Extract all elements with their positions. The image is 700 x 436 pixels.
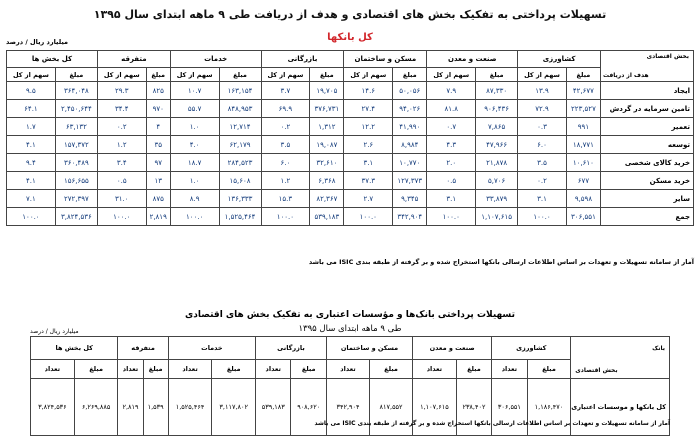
amount-cell: ۲۱,۸۷۸ (476, 154, 518, 172)
share-cell: ۸۱.۸ (427, 100, 476, 118)
amount-cell: ۳۶۴,۰۴۸ (55, 82, 97, 100)
amount-cell: ۱۶۳,۱۵۴ (219, 82, 261, 100)
amount-col-header: مبلغ (74, 360, 118, 379)
amount-col-header: مبلغ (370, 360, 413, 379)
amount-col-header: مبلغ (393, 68, 427, 82)
amount-cell: ۲۳۸,۴۰۲ (456, 379, 491, 436)
amount-cell: ۴ (146, 118, 170, 136)
amount-cell: ۱,۱۸۶,۴۷۰ (527, 379, 571, 436)
share-cell: ۱۰۰.۰ (518, 208, 567, 226)
share-cell: ۱۸.۷ (170, 154, 219, 172)
row-label: ایجاد (601, 82, 694, 100)
share-cell: ۵۵.۷ (170, 100, 219, 118)
amount-cell: ۸۲,۳۶۷ (310, 190, 344, 208)
count-cell: ۲,۸۱۹ (118, 379, 143, 436)
sector-header: بازرگانی (261, 51, 344, 68)
amount-cell: ۸۷۵ (146, 190, 170, 208)
report-subtitle: کل بانکها (327, 32, 373, 43)
amount-cell: ۴۲,۶۷۷ (566, 82, 600, 100)
share-cell: ۶۹.۹ (261, 100, 310, 118)
table-row (7, 208, 694, 226)
amount-cell: ۹۰۸,۶۲۰ (291, 379, 326, 436)
count-col-header: تعداد (168, 360, 212, 379)
share-cell: ۲۷.۴ (344, 100, 393, 118)
amount-cell: ۱۵,۶۰۸ (219, 172, 261, 190)
amount-cell: ۲۸۴,۵۲۳ (219, 154, 261, 172)
amount-cell: ۱۵۷,۳۷۲ (55, 136, 97, 154)
share-cell: ۸.۹ (170, 190, 219, 208)
share-cell: ۲.۶ (344, 136, 393, 154)
amount-cell: ۱۹,۷۰۵ (310, 82, 344, 100)
corner2-header (571, 337, 670, 379)
share-cell: ۳.۵ (261, 136, 310, 154)
sector-header: بازرگانی (256, 337, 327, 360)
amount-cell: ۱۳ (146, 172, 170, 190)
amount-cell: ۸,۹۸۴ (393, 136, 427, 154)
row-label: توسعه (601, 136, 694, 154)
amount-cell: ۵,۷۰۶ (476, 172, 518, 190)
count-cell: ۳,۸۲۴,۵۳۶ (31, 379, 75, 436)
row-label: سایر (601, 190, 694, 208)
share-cell: ۹.۵ (7, 82, 56, 100)
share-cell: ۱۰۰.۰ (261, 208, 310, 226)
sector-header: صنعت و معدن (427, 51, 518, 68)
table-row (7, 100, 694, 118)
share-cell: ۱.۲ (97, 136, 146, 154)
amount-cell: ۹۷ (146, 154, 170, 172)
amount-cell: ۳۲,۶۱۰ (310, 154, 344, 172)
amount-cell: ۷,۸۶۵ (476, 118, 518, 136)
amount-cell: ۶۷۷ (566, 172, 600, 190)
source-note: آمار از سامانه تسهیلات و تعهدات بر اساس اطلاعات ارسالی بانکها استخراج شده و بر گرفته از طبقه بندی ISIC می باشد (308, 258, 694, 266)
share-cell: ۴.۰ (170, 136, 219, 154)
share-col-header: سهم از کل (170, 68, 219, 82)
share-cell: ۰.۳ (518, 118, 567, 136)
share-cell: ۱۵.۳ (261, 190, 310, 208)
amount-col-header: مبلغ (219, 68, 261, 82)
share-cell: ۰.۵ (97, 172, 146, 190)
share-cell: ۳۷.۳ (344, 172, 393, 190)
share-cell: ۱.۷ (7, 118, 56, 136)
share-cell: ۳.۱ (344, 154, 393, 172)
share-cell: ۱.۲ (261, 172, 310, 190)
share-cell: ۱.۰ (170, 172, 219, 190)
report2-title: تسهیلات پرداختی بانک‌ها و مؤسسات اعتباری به تفکیک بخش های اقتصادی (185, 310, 515, 320)
table-row (7, 154, 694, 172)
count-col-header: تعداد (31, 360, 75, 379)
amount-cell: ۱۸,۷۷۱ (566, 136, 600, 154)
amount-cell: ۸۲۵ (146, 82, 170, 100)
row-label: خرید کالای شخصی (601, 154, 694, 172)
amount-cell: ۸۴۸,۹۵۳ (219, 100, 261, 118)
share-col-header: سهم از کل (97, 68, 146, 82)
amount-cell: ۳۳,۸۷۹ (476, 190, 518, 208)
amount-cell: ۱۵۶,۶۵۵ (55, 172, 97, 190)
table-row (7, 136, 694, 154)
share-cell: ۰.۵ (427, 172, 476, 190)
share-cell: ۴.۱ (7, 136, 56, 154)
amount-col-header: مبلغ (476, 68, 518, 82)
share-cell: ۶.۰ (518, 136, 567, 154)
amount-cell: ۱۹,۰۸۷ (310, 136, 344, 154)
report2-subtitle: طی ۹ ماهه ابتدای سال ۱۳۹۵ (298, 324, 402, 334)
amount-cell: ۸۷,۳۳۰ (476, 82, 518, 100)
amount-cell: ۶,۲۶۹,۸۸۵ (74, 379, 118, 436)
share-cell: ۱۲.۲ (344, 118, 393, 136)
amount-cell: ۵۳۹,۱۸۳ (310, 208, 344, 226)
amount-cell: ۱۰,۶۱۰ (566, 154, 600, 172)
share-cell: ۰.۲ (97, 118, 146, 136)
amount-cell: ۹۴,۰۲۶ (393, 100, 427, 118)
amount-col-header: مبلغ (212, 360, 256, 379)
source-note-2: آمار از سامانه تسهیلات و تعهدات بر اساس اطلاعات ارسالی بانکها استخراج شده و بر گرفته از طبقه بندی ISIC می باشد (314, 420, 670, 427)
share-cell: ۰.۲ (518, 172, 567, 190)
row-label: خرید مسکن (601, 172, 694, 190)
sector-header: متفرقه (97, 51, 170, 68)
corner-bottom-label: هدف از دریافت (603, 72, 649, 79)
corner-top-label: بخش اقتصادی (646, 53, 689, 60)
share-cell: ۶۴.۱ (7, 100, 56, 118)
sector-header: کشاورزی (492, 337, 571, 360)
sector-header: مسکن و ساختمان (344, 51, 427, 68)
share-cell: ۹.۴ (7, 154, 56, 172)
amount-cell: ۳,۱۱۷,۸۰۲ (212, 379, 256, 436)
share-cell: ۳.۱ (518, 190, 567, 208)
share-cell: ۳.۵ (518, 154, 567, 172)
share-cell: ۱۰۰.۰ (97, 208, 146, 226)
share-cell: ۳.۴ (97, 154, 146, 172)
amount-cell: ۱۳۶,۳۳۳ (219, 190, 261, 208)
count-cell: ۳۰۶,۵۵۱ (492, 379, 527, 436)
amount-col-header: مبلغ (55, 68, 97, 82)
sector-header: خدمات (170, 51, 261, 68)
amount-cell: ۱,۱۰۷,۶۱۵ (476, 208, 518, 226)
share-cell: ۰.۷ (427, 118, 476, 136)
amount-cell: ۳۴۲,۹۰۴ (393, 208, 427, 226)
count-col-header: تعداد (492, 360, 527, 379)
share-cell: ۱۳.۹ (518, 82, 567, 100)
share-cell: ۳.۱ (427, 190, 476, 208)
share-cell: ۷۲.۹ (518, 100, 567, 118)
amount-cell: ۱۲۷,۳۷۳ (393, 172, 427, 190)
amount-cell: ۸۱۷,۵۵۲ (370, 379, 413, 436)
share-cell: ۳۴.۴ (97, 100, 146, 118)
row-label: کل بانکها و موسسات اعتباری (571, 379, 670, 436)
sector-header: خدمات (168, 337, 255, 360)
row-label: جمع (601, 208, 694, 226)
amount-col-header: مبلغ (146, 68, 170, 82)
amount-cell: ۶,۳۶۸ (310, 172, 344, 190)
table-row (7, 190, 694, 208)
corner2-bottom-label: بانک (652, 345, 665, 352)
count-cell: ۵۳۹,۱۸۳ (256, 379, 291, 436)
amount-cell: ۳,۸۲۴,۵۳۶ (55, 208, 97, 226)
sector-header: کشاورزی (518, 51, 601, 68)
corner2-top-label: بخش اقتصادی (575, 367, 618, 374)
amount-cell: ۳۷۶,۷۳۱ (310, 100, 344, 118)
amount-cell: ۲,۸۱۹ (146, 208, 170, 226)
corner-header (601, 51, 694, 82)
share-col-header: سهم از کل (261, 68, 310, 82)
amount-col-header: مبلغ (566, 68, 600, 82)
amount-cell: ۲۷۲,۳۹۷ (55, 190, 97, 208)
share-col-header: سهم از کل (344, 68, 393, 82)
sector-purpose-table (6, 50, 694, 226)
count-col-header: تعداد (118, 360, 143, 379)
row-label: تعمیر (601, 118, 694, 136)
share-cell: ۲۹.۳ (97, 82, 146, 100)
amount-col-header: مبلغ (291, 360, 326, 379)
sector-header: متفرقه (118, 337, 168, 360)
share-cell: ۱۰۰.۰ (427, 208, 476, 226)
amount-col-header: مبلغ (456, 360, 491, 379)
share-cell: ۰.۲ (261, 118, 310, 136)
share-col-header: سهم از کل (427, 68, 476, 82)
share-cell: ۱۴.۶ (344, 82, 393, 100)
count-cell: ۱,۵۲۵,۴۶۴ (168, 379, 212, 436)
amount-cell: ۹,۳۴۵ (393, 190, 427, 208)
share-cell: ۴.۳ (427, 136, 476, 154)
share-cell: ۱.۰ (170, 118, 219, 136)
unit2-label: میلیارد ریال / درصد (30, 328, 79, 335)
count-cell: ۱,۱۰۷,۶۱۵ (413, 379, 457, 436)
amount-col-header: مبلغ (143, 360, 168, 379)
amount-cell: ۹۹۱ (566, 118, 600, 136)
share-col-header: سهم از کل (7, 68, 56, 82)
amount-cell: ۴۷,۹۶۶ (476, 136, 518, 154)
share-cell: ۱۰.۷ (170, 82, 219, 100)
count-cell: ۳۴۲,۹۰۴ (326, 379, 369, 436)
share-cell: ۲.۷ (344, 190, 393, 208)
count-col-header: تعداد (256, 360, 291, 379)
amount-cell: ۹,۵۹۸ (566, 190, 600, 208)
sector-header: کل بخش ها (7, 51, 98, 68)
amount-cell: ۳۰۶,۵۵۱ (566, 208, 600, 226)
count-col-header: تعداد (326, 360, 369, 379)
amount-cell: ۹۰۶,۴۳۶ (476, 100, 518, 118)
amount-cell: ۵۰,۰۵۶ (393, 82, 427, 100)
amount-cell: ۱,۳۱۲ (310, 118, 344, 136)
share-cell: ۲.۰ (427, 154, 476, 172)
share-cell: ۳.۷ (261, 82, 310, 100)
amount-col-header: مبلغ (310, 68, 344, 82)
amount-cell: ۴۱,۹۹۰ (393, 118, 427, 136)
share-cell: ۱۰۰.۰ (344, 208, 393, 226)
table-row (7, 172, 694, 190)
sector-header: کل بخش ها (31, 337, 118, 360)
sector-header: صنعت و معدن (413, 337, 492, 360)
share-cell: ۷.۱ (7, 190, 56, 208)
row-label: تامین سرمایه در گردش (601, 100, 694, 118)
share-cell: ۷.۹ (427, 82, 476, 100)
share-cell: ۶.۰ (261, 154, 310, 172)
unit-label: میلیارد ریال / درصد (6, 38, 69, 46)
share-cell: ۳۱.۰ (97, 190, 146, 208)
amount-cell: ۱۲,۷۱۴ (219, 118, 261, 136)
amount-cell: ۶۲,۱۷۹ (219, 136, 261, 154)
amount-col-header: مبلغ (527, 360, 571, 379)
amount-cell: ۳۶۰,۴۸۹ (55, 154, 97, 172)
amount-cell: ۹۷۰ (146, 100, 170, 118)
amount-cell: ۳۵ (146, 136, 170, 154)
share-col-header: سهم از کل (518, 68, 567, 82)
amount-cell: ۱,۵۲۵,۴۶۴ (219, 208, 261, 226)
share-cell: ۱۰۰.۰ (170, 208, 219, 226)
table-row (7, 82, 694, 100)
report-title: تسهیلات پرداختی به تفکیک بخش های اقتصادی و هدف از دریافت طی ۹ ماهه ابتدای سال ۱۳۹۵ (93, 8, 607, 21)
table-row (7, 118, 694, 136)
sector-header: مسکن و ساختمان (326, 337, 412, 360)
amount-cell: ۱,۵۳۹ (143, 379, 168, 436)
share-cell: ۱۰۰.۰ (7, 208, 56, 226)
share-cell: ۴.۱ (7, 172, 56, 190)
amount-cell: ۲۲۳,۵۲۷ (566, 100, 600, 118)
amount-cell: ۶۳,۱۳۲ (55, 118, 97, 136)
amount-cell: ۲,۴۵۰,۶۴۴ (55, 100, 97, 118)
count-col-header: تعداد (413, 360, 457, 379)
amount-cell: ۱۰,۷۷۰ (393, 154, 427, 172)
